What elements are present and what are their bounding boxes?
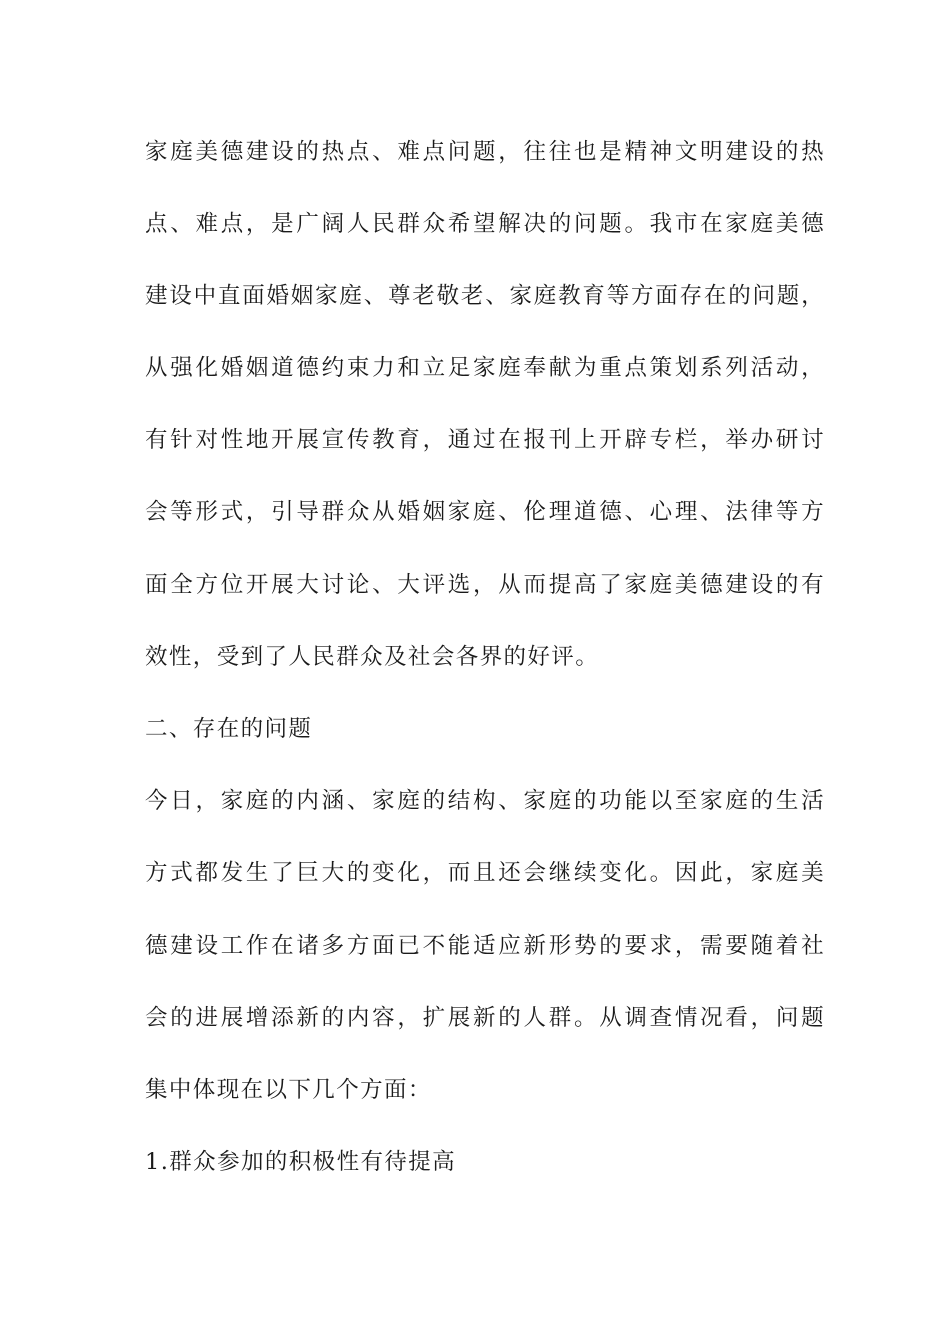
paragraph-2-line-5: 集中体现在以下几个方面：	[145, 1077, 432, 1103]
paragraph-1-line-4: 从强化婚姻道德约束力和立足家庭奉献为重点策划系列活动，	[145, 355, 825, 381]
paragraph-1-line-5: 有针对性地开展宣传教育，通过在报刊上开辟专栏，举办研讨	[145, 427, 825, 453]
paragraph-1-line-3: 建设中直面婚姻家庭、尊老敬老、家庭教育等方面存在的问题，	[145, 283, 825, 309]
paragraph-1-line-6: 会等形式，引导群众从婚姻家庭、伦理道德、心理、法律等方	[145, 499, 825, 525]
paragraph-1-line-7: 面全方位开展大讨论、大评选，从而提高了家庭美德建设的有	[145, 572, 825, 598]
section-heading: 二、存在的问题	[145, 716, 313, 742]
paragraph-2-line-2: 方式都发生了巨大的变化，而且还会继续变化。因此，家庭美	[145, 860, 825, 886]
paragraph-1-line-2: 点、难点，是广阔人民群众希望解决的问题。我市在家庭美德	[145, 211, 825, 237]
paragraph-2-line-3: 德建设工作在诸多方面已不能适应新形势的要求，需要随着社	[145, 933, 825, 959]
paragraph-2-line-1: 今日，家庭的内涵、家庭的结构、家庭的功能以至家庭的生活	[145, 788, 825, 814]
subsection-heading: 1.群众参加的积极性有待提高	[145, 1149, 457, 1175]
paragraph-2-line-4: 会的进展增添新的内容，扩展新的人群。从调查情况看，问题	[145, 1005, 825, 1031]
paragraph-1-line-8: 效性，受到了人民群众及社会各界的好评。	[145, 644, 600, 670]
paragraph-1-line-1: 家庭美德建设的热点、难点问题，往往也是精神文明建设的热	[145, 139, 825, 165]
